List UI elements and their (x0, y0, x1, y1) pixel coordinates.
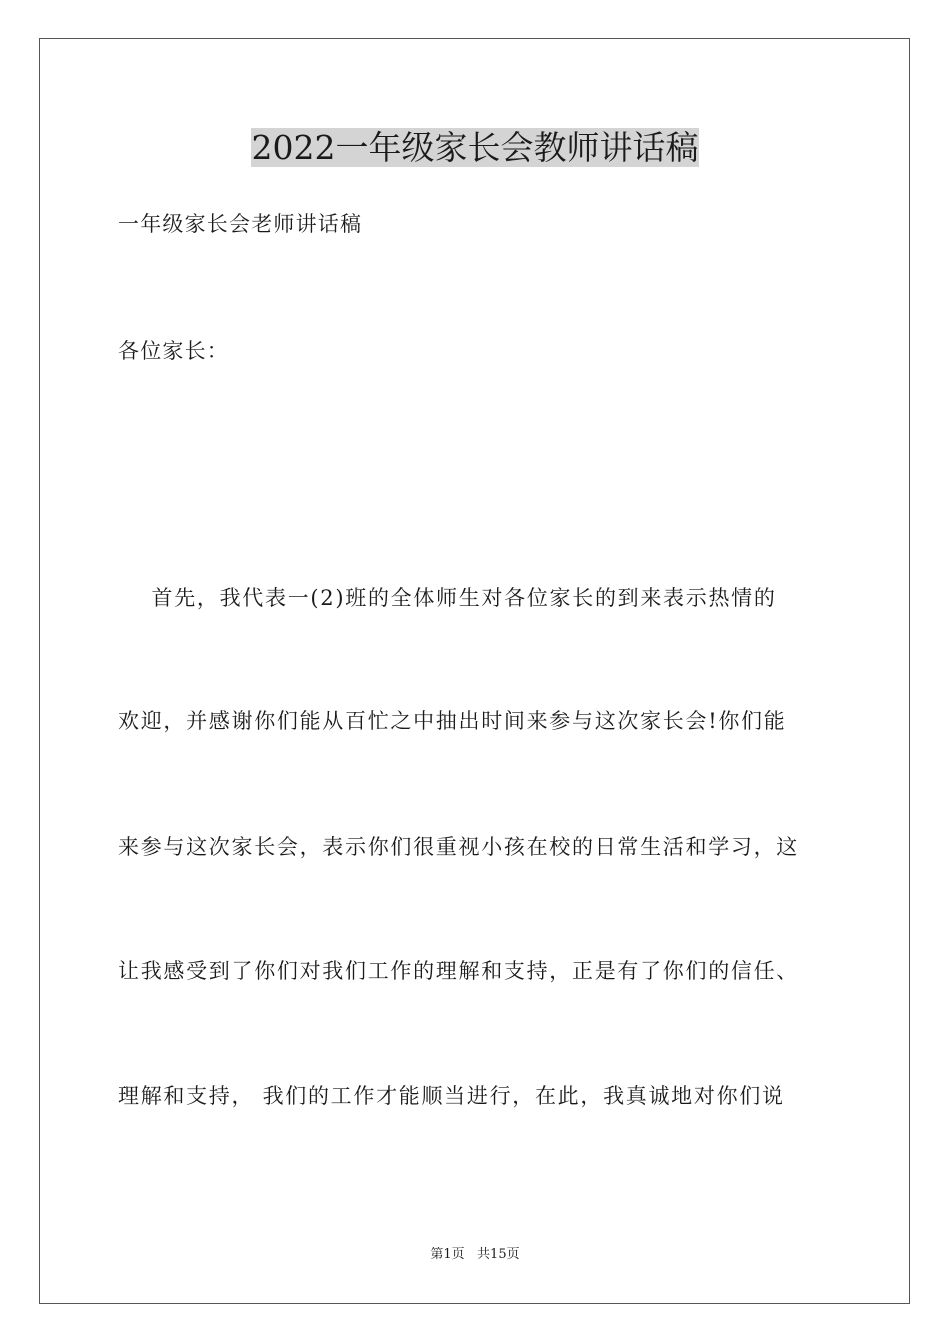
greeting-line: 各位家长： (118, 339, 229, 363)
document-subtitle: 一年级家长会老师讲话稿 (118, 212, 363, 236)
body-line-5: 理解和支持， 我们的工作才能顺当进行，在此，我真诚地对你们说 (118, 1084, 785, 1108)
page-footer: 第1页 共15页 (430, 1247, 520, 1262)
body-line-2: 欢迎，并感谢你们能从百忙之中抽出时间来参与这次家长会!你们能 (118, 709, 787, 733)
body-line-4: 让我感受到了你们对我们工作的理解和支持，正是有了你们的信任、 (118, 959, 799, 983)
body-line-1: 首先，我代表一(2)班的全体师生对各位家长的到来表示热情的 (118, 586, 777, 610)
body-line-3: 来参与这次家长会，表示你们很重视小孩在校的日常生活和学习，这 (118, 835, 799, 859)
document-title (0, 126, 950, 170)
document-title-text: 2022一年级家长会教师讲话稿 (251, 128, 699, 167)
